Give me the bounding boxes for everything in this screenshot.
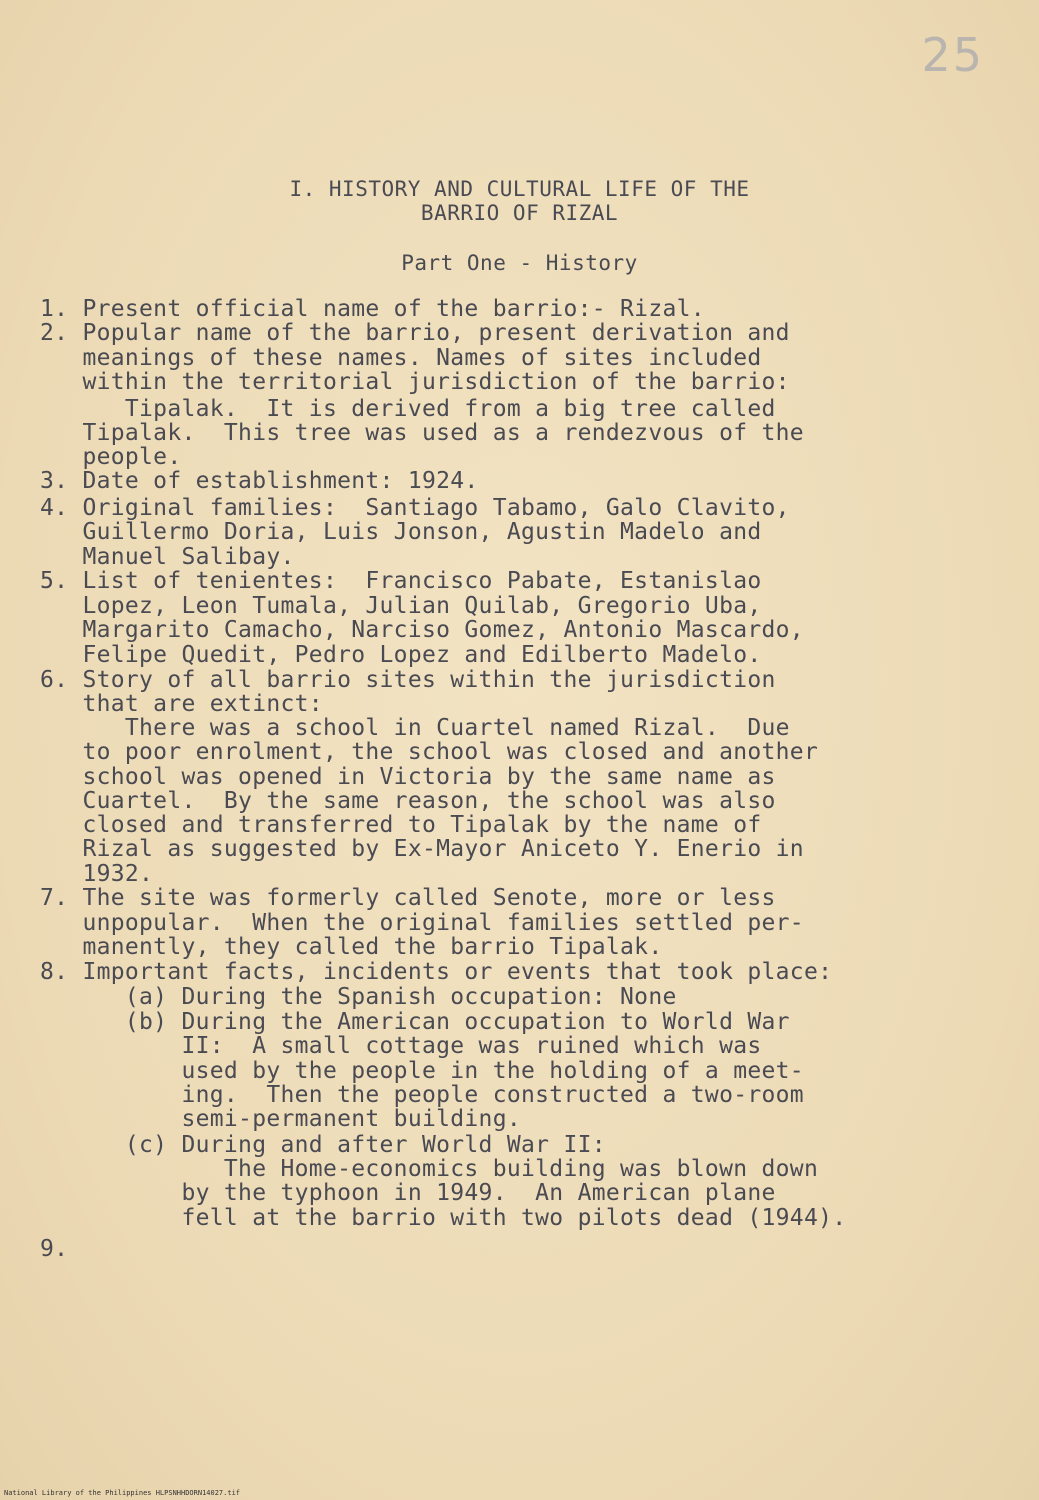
- text-line: 8. Important facts, incidents or events that took place:: [40, 959, 833, 985]
- text-line: fell at the barrio with two pilots dead (1944).: [40, 1205, 847, 1231]
- text-line: Rizal as suggested by Ex-Mayor Aniceto Y. Enerio in: [40, 836, 804, 862]
- text-line: (c) During and after World War II:: [40, 1132, 606, 1158]
- text-line: Tipalak. This tree was used as a rendezvous of the: [40, 420, 804, 446]
- text-line: (a) During the Spanish occupation: None: [40, 984, 677, 1010]
- text-line: II: A small cottage was ruined which was: [40, 1033, 762, 1059]
- text-line: that are extinct:: [40, 691, 323, 717]
- heading-line-1: I. HISTORY AND CULTURAL LIFE OF THE: [289, 177, 750, 201]
- text-line: 6. Story of all barrio sites within the jurisdiction: [40, 667, 776, 693]
- text-line: semi-permanent building.: [40, 1106, 522, 1132]
- text-line: 9.: [40, 1236, 69, 1262]
- text-line: Manuel Salibay.: [40, 544, 295, 570]
- text-line: The Home-economics building was blown down: [40, 1156, 819, 1182]
- text-line: within the territorial jurisdiction of the barrio:: [40, 369, 790, 395]
- text-line: Guillermo Doria, Luis Jonson, Agustin Madelo and: [40, 519, 762, 545]
- text-line: manently, they called the barrio Tipalak.: [40, 934, 663, 960]
- text-line: Cuartel. By the same reason, the school was also: [40, 788, 776, 814]
- text-line: Margarito Camacho, Narciso Gomez, Antonio Mascardo,: [40, 617, 804, 643]
- part-heading: Part One - History: [401, 251, 638, 275]
- footer-source: National Library of the Philippines HLPSNHHDORN14027.tif: [4, 1489, 241, 1497]
- text-line: 7. The site was formerly called Senote, more or less: [40, 885, 776, 911]
- text-line: people.: [40, 444, 182, 470]
- text-line: (b) During the American occupation to World War: [40, 1009, 790, 1035]
- text-line: ing. Then the people constructed a two-room: [40, 1082, 804, 1108]
- text-line: to poor enrolment, the school was closed and another: [40, 739, 819, 765]
- text-line: meanings of these names. Names of sites included: [40, 345, 762, 371]
- heading-line-2: BARRIO OF RIZAL: [420, 201, 619, 225]
- text-line: 3. Date of establishment: 1924.: [40, 468, 479, 494]
- text-line: Tipalak. It is derived from a big tree called: [40, 396, 776, 422]
- text-line: 5. List of tenientes: Francisco Pabate, Estanislao: [40, 568, 762, 594]
- text-line: by the typhoon in 1949. An American plane: [40, 1180, 776, 1206]
- text-line: school was opened in Victoria by the same name as: [40, 764, 776, 790]
- page-number: 25: [921, 28, 984, 82]
- text-line: closed and transferred to Tipalak by the name of: [40, 812, 762, 838]
- text-line: Felipe Quedit, Pedro Lopez and Edilberto Madelo.: [40, 642, 762, 668]
- text-line: There was a school in Cuartel named Rizal. Due: [40, 715, 790, 741]
- text-line: unpopular. When the original families settled per-: [40, 910, 804, 936]
- text-line: used by the people in the holding of a meet-: [40, 1058, 804, 1084]
- text-line: 1932.: [40, 861, 154, 887]
- text-line: Lopez, Leon Tumala, Julian Quilab, Gregorio Uba,: [40, 593, 762, 619]
- text-line: 1. Present official name of the barrio:- Rizal.: [40, 296, 705, 322]
- text-line: 2. Popular name of the barrio, present derivation and: [40, 320, 790, 346]
- text-line: 4. Original families: Santiago Tabamo, Galo Clavito,: [40, 495, 790, 521]
